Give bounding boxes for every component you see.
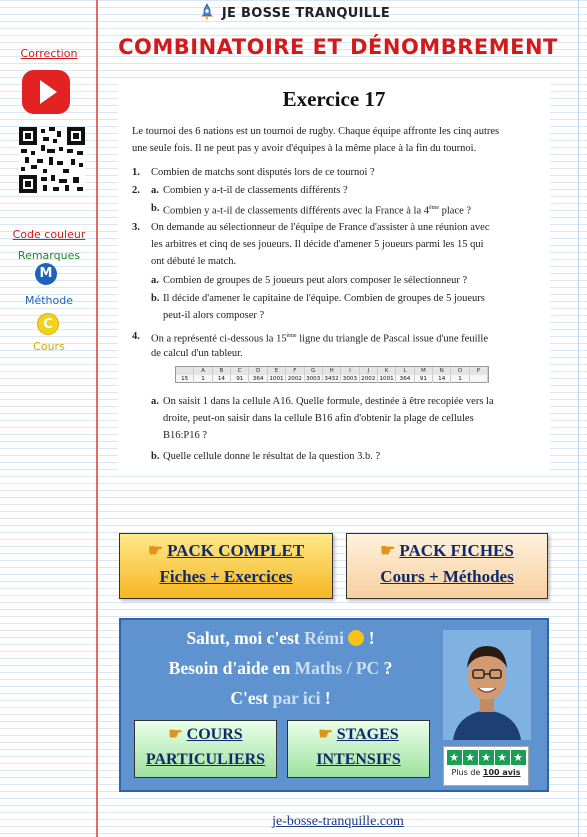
tutor-photo <box>443 630 531 740</box>
star-icon: ★ <box>511 750 526 765</box>
stages-intensifs-button[interactable] <box>287 720 430 778</box>
q4a-label: a. <box>151 396 159 407</box>
pointing-hand-icon: ☛ <box>318 726 333 743</box>
pack-fiches-title[interactable]: PACK FICHES <box>399 541 514 560</box>
q2b-label: b. <box>151 203 160 214</box>
q3a-label: a. <box>151 275 159 286</box>
pack-complet-button[interactable] <box>119 533 333 599</box>
play-triangle-icon <box>40 80 57 104</box>
q4b-text: Quelle cellule donne le résultat de la question 3.b. ? <box>163 451 381 462</box>
pointing-hand-icon: ☛ <box>380 541 396 560</box>
pascal-cell: 364 <box>396 375 414 383</box>
q4-number: 4. <box>132 331 140 342</box>
pascal-header-cell: I <box>341 367 359 375</box>
q4a-line-2: droite, peut-on saisir dans la cellule B16 afin d'obtenir la plage de cellules <box>163 413 474 424</box>
pascal-header-cell: O <box>451 367 469 375</box>
pascal-header-cell: G <box>305 367 323 375</box>
brand-name: JE BOSSE TRANQUILLE <box>221 5 391 21</box>
cours-label: Cours <box>33 340 65 353</box>
pascal-cell: 2002 <box>360 375 378 383</box>
pascal-header-cell: C <box>231 367 249 375</box>
exercise-intro-line-1: Le tournoi des 6 nations est un tournoi de rugby. Chaque équipe affronte les cinq autres <box>132 126 500 137</box>
promo-help: Besoin d'aide en Maths / PC ? <box>168 658 393 678</box>
pascal-header-cell: L <box>396 367 414 375</box>
qr-code-icon[interactable] <box>19 127 85 193</box>
pack-complet-subtitle[interactable]: Fiches + Exercices <box>159 567 293 586</box>
pascal-header-cell <box>176 367 194 375</box>
pascal-header-cell: P <box>470 367 488 375</box>
pascal-cell: 1001 <box>378 375 396 383</box>
q1-text: Combien de matchs sont disputés lors de ce tournoi ? <box>151 167 375 178</box>
pascal-header-cell: N <box>433 367 451 375</box>
pascal-header-cell: B <box>213 367 231 375</box>
cours-particuliers-subtitle[interactable]: PARTICULIERS <box>145 751 266 768</box>
exercise-intro-line-2: une seule fois. Il ne peut pas y avoir d'équipes à la même place à la fin du tournoi. <box>132 143 477 154</box>
pascal-header-cell: E <box>268 367 286 375</box>
pack-complet-title[interactable]: PACK COMPLET <box>167 541 305 560</box>
q3b-line-1: Il décide d'amener le capitaine de l'équipe. Combien de groupes de 5 joueurs <box>163 293 485 304</box>
pascal-header-cell: M <box>415 367 433 375</box>
q4-line-2: de calcul d'un tableur. <box>151 348 243 359</box>
pascal-cell: 14 <box>213 375 231 383</box>
pascal-cell: 1001 <box>268 375 286 383</box>
q4-line-1: On a représenté ci-dessous la 15ème ligne du triangle de Pascal issue d'une feuille <box>151 333 488 345</box>
pascal-header-cell: J <box>360 367 378 375</box>
footer-website-link[interactable]: je-bosse-tranquille.com <box>272 814 404 829</box>
pascal-header-cell: H <box>323 367 341 375</box>
q2a-label: a. <box>151 185 159 196</box>
reviews-link[interactable]: 100 avis <box>482 768 521 777</box>
pascal-cell: 3003 <box>341 375 359 383</box>
correction-label: Correction <box>20 47 78 60</box>
promo-link[interactable]: par ici <box>272 688 321 708</box>
stages-intensifs-subtitle[interactable]: INTENSIFS <box>316 751 401 768</box>
q3b-line-2: peut-il alors composer ? <box>163 310 265 321</box>
stages-intensifs-title[interactable]: STAGES <box>336 726 399 743</box>
pascal-header-cell: D <box>249 367 267 375</box>
cours-icon: C <box>37 313 59 335</box>
tutor-name: Rémi <box>304 628 344 648</box>
remarques-label: Remarques <box>17 249 81 262</box>
pascal-cell: 15 <box>176 375 194 383</box>
star-icon: ★ <box>447 750 462 765</box>
q1-number: 1. <box>132 167 140 178</box>
pointing-hand-icon: ☛ <box>168 726 183 743</box>
pointing-hand-icon: ☛ <box>147 541 164 560</box>
star-icon: ★ <box>463 750 478 765</box>
right-margin-line <box>578 0 579 837</box>
pascal-cell: 91 <box>231 375 249 383</box>
pascal-cell: 364 <box>249 375 267 383</box>
pascal-cell: 2002 <box>286 375 304 383</box>
pack-fiches-subtitle[interactable]: Cours + Méthodes <box>380 567 514 586</box>
reviews-count: Plus de 100 avis <box>451 768 521 777</box>
q3-line-1: On demande au sélectionneur de l'équipe de France d'assister à une réunion avec <box>151 222 490 233</box>
page-title: COMBINATOIRE ET DÉNOMBREMENT <box>118 35 558 59</box>
promo-cta: C'est par ici ! <box>230 688 331 708</box>
q3-number: 3. <box>132 222 140 233</box>
pascal-header-cell: F <box>286 367 304 375</box>
cours-particuliers-button[interactable] <box>134 720 277 778</box>
pascal-cell: 1 <box>451 375 469 383</box>
pascal-header-cell: K <box>378 367 396 375</box>
rating-stars <box>444 750 528 765</box>
pascal-cell <box>470 375 488 383</box>
q3a-text: Combien de groupes de 5 joueurs peut alors composer le sélectionneur ? <box>163 275 468 286</box>
pascal-cell: 1 <box>194 375 212 383</box>
q2-number: 2. <box>132 185 140 196</box>
promo-subject: Maths / PC <box>294 658 380 678</box>
star-icon: ★ <box>495 750 510 765</box>
pascal-cell: 3003 <box>305 375 323 383</box>
smile-emoji-icon <box>348 630 364 646</box>
methode-icon: M <box>35 263 57 285</box>
pascal-value-row <box>176 375 488 383</box>
q4a-line-3: B16:P16 ? <box>163 430 208 441</box>
methode-label: Méthode <box>24 294 74 307</box>
q4b-label: b. <box>151 451 160 462</box>
pascal-spreadsheet-table <box>175 366 489 383</box>
cours-particuliers-title[interactable]: COURS <box>186 726 243 743</box>
q2b-text: Combien y a-t-il de classements différents avec la France à la 4ème place ? <box>163 205 472 217</box>
pascal-cell: 3432 <box>323 375 341 383</box>
rocket-logo-icon <box>197 3 217 23</box>
pack-fiches-button[interactable] <box>346 533 548 599</box>
pascal-cell: 91 <box>415 375 433 383</box>
pascal-header-row <box>176 367 488 375</box>
code-couleur-label: Code couleur <box>12 228 86 241</box>
exercise-title: Exercice 17 <box>282 87 386 111</box>
pascal-cell: 14 <box>433 375 451 383</box>
pascal-header-cell: A <box>194 367 212 375</box>
q3-line-2: les arbitres et cinq de ses joueurs. Il décide d'amener 5 joueurs parmi les 15 qui <box>151 239 484 250</box>
promo-greeting: Salut, moi c'est Rémi ! <box>186 628 375 648</box>
reviews-box[interactable] <box>443 746 529 786</box>
brand-header[interactable] <box>0 3 587 25</box>
margin-line <box>96 0 98 837</box>
star-icon: ★ <box>479 750 494 765</box>
q4a-line-1: On saisit 1 dans la cellule A16. Quelle formule, destinée à être recopiée vers la <box>163 396 494 407</box>
q3b-label: b. <box>151 293 160 304</box>
q2a-text: Combien y a-t-il de classements différents ? <box>163 185 348 196</box>
q3-line-3: ont débuté le match. <box>151 256 237 267</box>
